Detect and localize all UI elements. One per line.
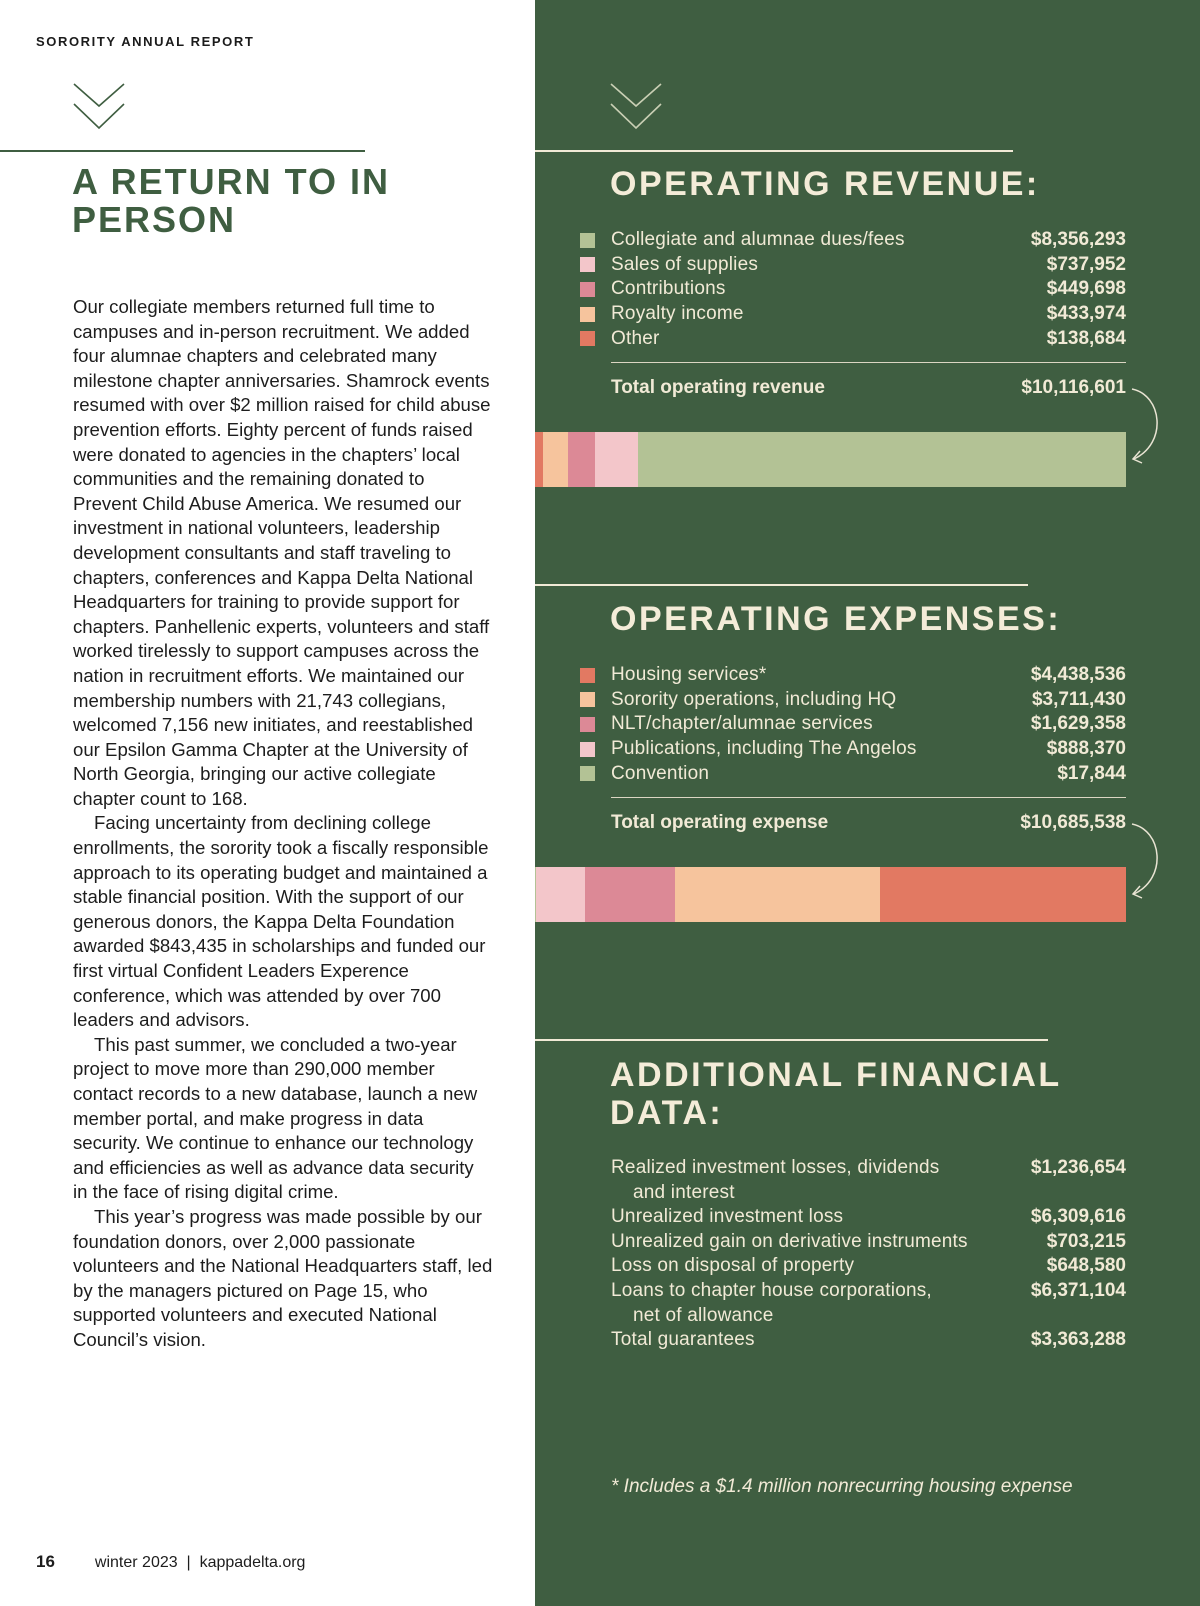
financial-value: $703,215 — [1046, 1230, 1126, 1252]
financial-row — [611, 1328, 1126, 1353]
financial-row — [611, 1254, 1126, 1279]
divider — [535, 584, 1028, 586]
legend-label: Collegiate and alumnae dues/fees — [611, 229, 905, 251]
financial-row — [611, 1230, 1126, 1255]
financial-row — [611, 1156, 1126, 1205]
bar-segment — [675, 867, 880, 922]
expenses-total-label: Total operating expense — [611, 812, 829, 833]
legend-item — [580, 277, 1126, 302]
article-paragraph: Our collegiate members returned full time to campuses and in-person recruitment. We added four alumnae chapters and celebrated many milestone chapter anniversaries. Shamrock events resumed with over $2 million raised for child abuse prevention efforts. Eighty percent of funds raised were donated to agencies in the chapters’ local communities and the remaining donated to Prevent Child Abuse America. We resumed our investment in national volunteers, leadership development consultants and staff traveling to chapters, conferences and Kappa Delta National Headquarters for training to provide support for chapters. Panhellenic experts, volunteers and staff worked tirelessly to support campuses across the nation in recruitment efforts. We maintained our membership numbers with 21,743 collegians, welcomed 7,156 new initiates, and reestablished our Epsilon Gamma Chapter at the University of North Georgia, bringing our active collegiate chapter count to 168. — [73, 296, 491, 809]
legend-item — [580, 302, 1126, 327]
bar-segment — [535, 432, 543, 487]
bar-segment — [595, 432, 638, 487]
legend-swatch — [580, 717, 595, 732]
bar-segment — [585, 867, 675, 922]
legend-item — [580, 688, 1126, 713]
revenue-total-label: Total operating revenue — [611, 377, 825, 398]
financial-label — [611, 1279, 981, 1328]
legend-item — [580, 712, 1126, 737]
financial-value: $3,363,288 — [1030, 1329, 1126, 1351]
financial-label-text: Unrealized investment loss — [611, 1206, 844, 1228]
bar-segment — [880, 867, 1125, 922]
legend-item — [580, 326, 1126, 351]
financial-label — [611, 1156, 981, 1205]
article-paragraph: Facing uncertainty from declining college enrollments, the sorority took a fiscally responsible approach to its operating budget and maintained a stable financial position. With the support of our generous donors, the Kappa Delta Foundation awarded $843,435 in scholarships and funded our first virtual Confident Leaders Experence conference, which was attended by over 700 leaders and advisors. — [73, 812, 489, 1031]
legend-label: Sales of supplies — [611, 253, 759, 275]
legend-swatch — [580, 742, 595, 757]
legend-value: $449,698 — [1046, 278, 1126, 300]
legend-label: Royalty income — [611, 303, 744, 325]
financial-value: $6,309,616 — [1030, 1206, 1126, 1228]
financial-value: $6,371,104 — [1030, 1279, 1126, 1301]
legend-swatch — [580, 668, 595, 683]
divider — [535, 1039, 1048, 1041]
legend-value: $737,952 — [1046, 253, 1126, 275]
legend-value: $3,711,430 — [1031, 688, 1126, 710]
legend-label: Contributions — [611, 278, 726, 300]
article-paragraph: This past summer, we concluded a two-year project to move more than 290,000 member contact records to a new database, launch a new member portal, and make progress in data security. We continue to enhance our technology and efficiencies as well as advance data security in the face of rising digital crime. — [73, 1033, 478, 1203]
divider — [0, 150, 365, 152]
legend-label: NLT/chapter/alumnae services — [611, 713, 873, 735]
legend-value: $433,974 — [1046, 303, 1126, 325]
expenses-total-value: $10,685,538 — [1020, 812, 1126, 833]
divider — [611, 797, 1126, 798]
legend-item — [580, 663, 1126, 688]
footnote: * Includes a $1.4 million nonrecurring housing expense — [611, 1476, 1073, 1497]
financial-row — [611, 1205, 1126, 1230]
financial-label-text: Total guarantees — [611, 1329, 755, 1351]
legend-swatch — [580, 331, 595, 346]
financial-label — [611, 1205, 981, 1230]
legend-label: Publications, including The Angelos — [611, 738, 917, 760]
running-head: SORORITY ANNUAL REPORT — [36, 34, 255, 49]
financial-label-text: Realized investment losses, dividends — [611, 1157, 940, 1178]
financial-value: $648,580 — [1046, 1255, 1126, 1277]
legend-swatch — [580, 282, 595, 297]
bar-segment — [568, 432, 594, 487]
expenses-list — [580, 663, 1126, 786]
financial-label-continuation: and interest — [633, 1181, 735, 1203]
additional-title: ADDITIONAL FINANCIAL DATA: — [610, 1056, 1062, 1132]
legend-value: $17,844 — [1057, 762, 1126, 784]
legend-label: Other — [611, 327, 660, 349]
revenue-title: OPERATING REVENUE: — [610, 165, 1040, 203]
article-column — [0, 0, 535, 1606]
page-number: 16 — [36, 1552, 55, 1571]
legend-swatch — [580, 692, 595, 707]
legend-label: Convention — [611, 762, 710, 784]
financial-label-continuation: net of allowance — [633, 1304, 774, 1326]
article-title: A RETURN TO IN PERSON — [72, 161, 391, 240]
additional-list — [611, 1156, 1126, 1353]
legend-value: $8,356,293 — [1030, 229, 1126, 251]
page-footer — [36, 1552, 305, 1572]
divider — [611, 362, 1126, 363]
expenses-total — [611, 812, 1126, 834]
financial-value: $1,236,654 — [1030, 1157, 1126, 1178]
legend-item — [580, 253, 1126, 278]
financial-label-text: Loss on disposal of property — [611, 1255, 855, 1277]
issue-info: winter 2023 | kappadelta.org — [94, 1554, 306, 1571]
financial-label-text: Unrealized gain on derivative instruments — [611, 1230, 968, 1252]
financial-label — [611, 1230, 981, 1255]
legend-swatch — [580, 307, 595, 322]
financial-label — [611, 1254, 981, 1279]
revenue-total-value: $10,116,601 — [1021, 377, 1126, 398]
bar-segment — [543, 432, 568, 487]
financial-label — [611, 1328, 981, 1353]
article-paragraph: This year’s progress was made possible by our foundation donors, over 2,000 passionate volunteers and the National Headquarters staff, led by the managers pictured on Page 15, who supported volunteers and executed National Council’s vision. — [73, 1205, 493, 1350]
revenue-stacked-bar — [535, 432, 1126, 487]
expenses-stacked-bar — [535, 867, 1126, 922]
legend-item — [580, 228, 1126, 253]
legend-value: $888,370 — [1046, 738, 1126, 760]
expenses-title: OPERATING EXPENSES: — [610, 600, 1062, 638]
revenue-total — [611, 377, 1126, 399]
financial-row — [611, 1279, 1126, 1328]
legend-label: Housing services* — [611, 664, 767, 686]
divider — [535, 150, 1013, 152]
curved-arrow-icon — [1128, 820, 1168, 902]
legend-swatch — [580, 233, 595, 248]
legend-value: $1,629,358 — [1030, 713, 1126, 735]
curved-arrow-icon — [1128, 385, 1168, 467]
bar-segment — [638, 432, 1126, 487]
legend-swatch — [580, 766, 595, 781]
legend-item — [580, 737, 1126, 762]
financial-label-text: Loans to chapter house corporations, — [611, 1279, 932, 1301]
bar-segment — [536, 867, 585, 922]
legend-label: Sorority operations, including HQ — [611, 688, 897, 710]
chevron-down-icon — [609, 82, 663, 132]
legend-value: $138,684 — [1046, 327, 1126, 349]
legend-swatch — [580, 257, 595, 272]
article-body — [73, 295, 493, 1353]
legend-value: $4,438,536 — [1030, 664, 1126, 686]
revenue-list — [580, 228, 1126, 351]
legend-item — [580, 761, 1126, 786]
chevron-down-icon — [72, 82, 126, 132]
